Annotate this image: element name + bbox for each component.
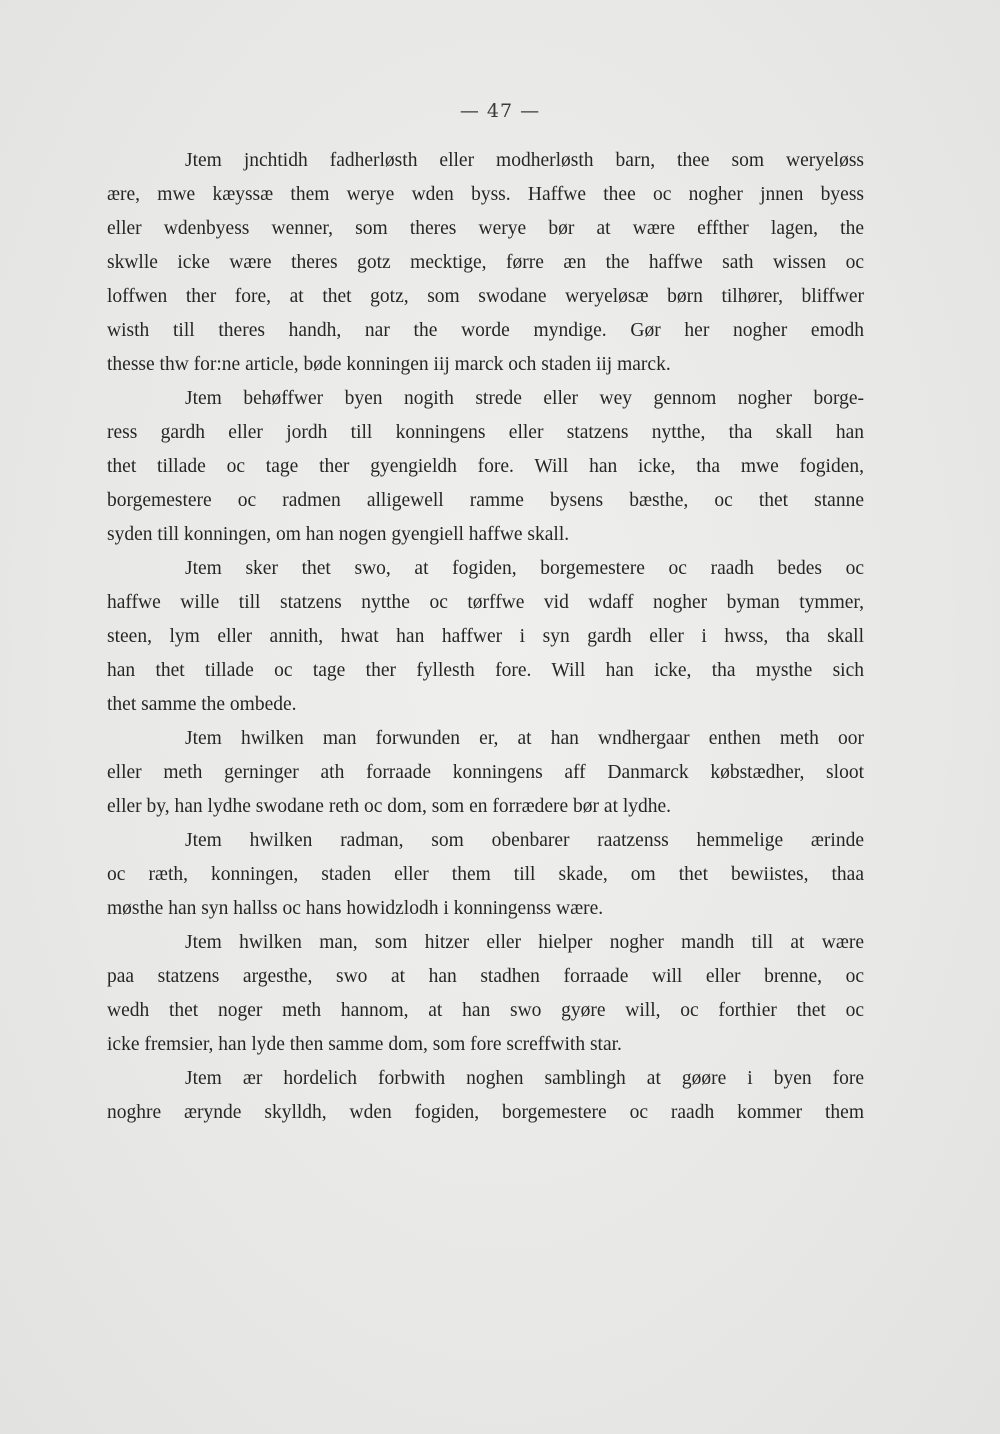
text-line: wedh thet noger meth hannom, at han swo gyøre will, oc forthier thet oc: [107, 1000, 864, 1021]
text-line: Jtem hwilken radman, som obenbarer raatzenss hemmelige ærinde: [185, 830, 864, 851]
text-line: steen, lym eller annith, hwat han haffwer i syn gardh eller i hwss, tha skall: [107, 626, 864, 647]
text-line: loffwen ther fore, at thet gotz, som swodane weryeløsæ børn tilhører, bliffwer: [107, 286, 864, 307]
paragraph: [107, 382, 864, 552]
text-line: Jtem behøffwer byen nogith strede eller wey gennom nogher borge-: [185, 388, 864, 409]
text-line: oc ræth, konningen, staden eller them till skade, om thet bewiistes, thaa: [107, 864, 864, 885]
paragraph: [107, 926, 864, 1062]
text-line: eller meth gerninger ath forraade konningens aff Danmarck købstædher, sloot: [107, 762, 864, 783]
paragraph: [107, 144, 864, 382]
text-line: thesse thw for:ne article, bøde konningen iij marck och staden iij marck.: [107, 354, 671, 375]
text-line: wisth till theres handh, nar the worde myndige. Gør her nogher emodh: [107, 320, 864, 341]
text-line: paa statzens argesthe, swo at han stadhen forraade will eller brenne, oc: [107, 966, 864, 987]
text-line: Jtem jnchtidh fadherløsth eller modherløsth barn, thee som weryeløss: [185, 150, 864, 171]
text-line: møsthe han syn hallss oc hans howidzlodh i konningenss wære.: [107, 898, 604, 919]
paragraph: [107, 824, 864, 926]
text-line: syden till konningen, om han nogen gyengiell haffwe skall.: [107, 524, 570, 545]
text-line: thet samme the ombede.: [107, 694, 297, 715]
text-line: haffwe wille till statzens nytthe oc tørffwe vid wdaff nogher byman tymmer,: [107, 592, 864, 613]
text-line: thet tillade oc tage ther gyengieldh fore. Will han icke, tha mwe fogiden,: [107, 456, 864, 477]
page-number: — 47 —: [459, 100, 541, 122]
text-line: Jtem hwilken man, som hitzer eller hielper nogher mandh till at wære: [185, 932, 864, 953]
paragraph: [107, 722, 864, 824]
text-line: Jtem ær hordelich forbwith noghen samblingh at gøøre i byen fore: [185, 1068, 864, 1089]
paragraph: [107, 1062, 864, 1130]
paragraph: [107, 552, 864, 722]
text-line: ress gardh eller jordh till konningens eller statzens nytthe, tha skall han: [107, 422, 864, 443]
text-line: borgemestere oc radmen alligewell ramme bysens bæsthe, oc thet stanne: [107, 490, 864, 511]
text-line: han thet tillade oc tage ther fyllesth fore. Will han icke, tha mysthe sich: [107, 660, 864, 681]
text-line: skwlle icke wære theres gotz mecktige, førre æn the haffwe sath wissen oc: [107, 252, 864, 273]
body-text: [107, 144, 864, 1130]
text-line: Jtem hwilken man forwunden er, at han wndhergaar enthen meth oor: [185, 728, 864, 749]
text-line: Jtem sker thet swo, at fogiden, borgemestere oc raadh bedes oc: [185, 558, 864, 579]
text-line: icke fremsier, han lyde then samme dom, som fore screffwith star.: [107, 1034, 622, 1055]
text-line: eller by, han lydhe swodane reth oc dom, som en forrædere bør at lydhe.: [107, 796, 672, 817]
text-line: ære, mwe kæyssæ them werye wden byss. Haffwe thee oc nogher jnnen byess: [107, 184, 864, 205]
text-line: noghre ærynde skylldh, wden fogiden, borgemestere oc raadh kommer them: [107, 1102, 864, 1123]
text-line: eller wdenbyess wenner, som theres werye bør at wære effther lagen, the: [107, 218, 864, 239]
